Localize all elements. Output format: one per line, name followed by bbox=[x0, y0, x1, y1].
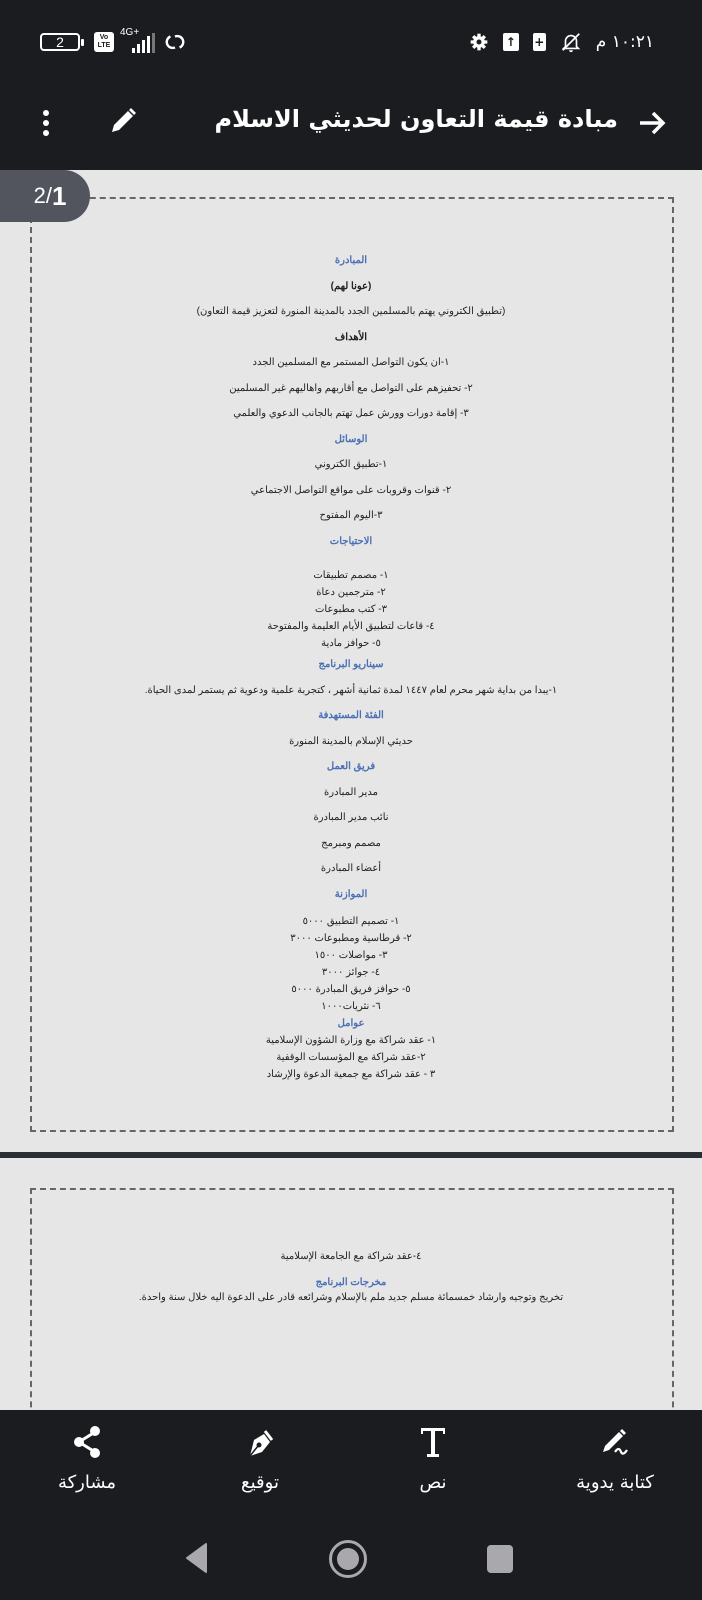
budget-item: ١- تصميم التطبيق ٥٠٠٠ bbox=[302, 916, 400, 927]
home-circle-icon[interactable] bbox=[329, 1540, 367, 1578]
page-1-content bbox=[60, 248, 642, 1083]
handwriting-pen-icon bbox=[595, 1422, 635, 1462]
team-item: مدير المبادرة bbox=[324, 786, 378, 798]
signal-icon bbox=[120, 27, 158, 53]
initiative-description: (تطبيق الكتروني يهتم بالمسلمين الجدد بالمدينة المنورة لتعزيز قيمة التعاون) bbox=[196, 306, 506, 317]
text-button[interactable] bbox=[368, 1422, 498, 1507]
document-viewer[interactable] bbox=[0, 170, 702, 1410]
app-bar bbox=[0, 85, 702, 170]
upload-icon: ↑ bbox=[503, 33, 519, 51]
document-page-2 bbox=[0, 1158, 702, 1410]
page-2-content bbox=[60, 1244, 642, 1305]
factor-item: ٣ - عقد شراكة مع جمعية الدعوة والإرشاد bbox=[266, 1069, 436, 1080]
goals-heading: الأهداف bbox=[334, 331, 368, 343]
bell-off-icon bbox=[560, 30, 582, 54]
team-heading: فريق العمل bbox=[326, 761, 376, 772]
share-icon bbox=[67, 1422, 107, 1462]
goal-item: ١-ان يكون التواصل المستمر مع المسلمين الجدد bbox=[252, 357, 450, 368]
sign-label: توقيع bbox=[241, 1472, 279, 1493]
team-item: نائب مدير المبادرة bbox=[313, 812, 389, 823]
needs-item: ١- مصمم تطبيقات bbox=[313, 570, 389, 581]
document-title: مبادة قيمة التعاون لحديثي الاسلام bbox=[214, 105, 618, 133]
handwriting-button[interactable] bbox=[550, 1422, 680, 1507]
clock: ١٠:٢١ م bbox=[595, 32, 654, 52]
target-heading: الفئة المستهدفة bbox=[318, 710, 384, 721]
battery-saver-icon: + bbox=[534, 35, 545, 49]
factor-item: ١- عقد شراكة مع وزارة الشؤون الإسلامية bbox=[265, 1035, 437, 1046]
share-button[interactable] bbox=[22, 1422, 152, 1507]
hotspot-icon bbox=[164, 31, 186, 53]
status-right-group bbox=[469, 29, 654, 55]
arrow-right-icon[interactable] bbox=[632, 103, 672, 143]
page-indicator bbox=[0, 170, 90, 222]
bottom-toolbar bbox=[0, 1410, 702, 1515]
scenario-heading: سيناريو البرنامج bbox=[318, 659, 384, 670]
budget-item: ٦- نثريات١٠٠٠ bbox=[321, 1001, 381, 1012]
needs-heading: الاحتياجات bbox=[329, 535, 373, 547]
status-left-group bbox=[40, 29, 186, 55]
needs-item: ٣- كتب مطبوعات bbox=[314, 604, 388, 615]
outputs-heading: مخرجات البرنامج bbox=[315, 1276, 387, 1288]
network-type: 4G+ bbox=[120, 27, 140, 38]
pencil-icon[interactable] bbox=[104, 104, 140, 140]
budget-item: ٢- قرطاسية ومطبوعات ٣٠٠٠ bbox=[290, 933, 412, 944]
means-item: ٣-اليوم المفتوح bbox=[319, 510, 383, 521]
initiative-name: (عونا لهم) bbox=[330, 280, 372, 292]
means-heading: الوسائل bbox=[334, 433, 368, 445]
fountain-pen-icon bbox=[240, 1422, 280, 1462]
document-page-1 bbox=[0, 170, 702, 1152]
more-vert-icon[interactable] bbox=[36, 103, 56, 143]
budget-item: ٤- جوائز ٣٠٠٠ bbox=[321, 967, 381, 978]
goal-item: ٢- تحفيزهم على التواصل مع أقاربهم واهاليهم غير المسلمين bbox=[229, 382, 473, 394]
recents-square-icon[interactable] bbox=[487, 1545, 513, 1573]
means-item: ١-تطبيق الكتروني bbox=[314, 459, 388, 470]
text-t-icon bbox=[413, 1422, 453, 1462]
battery-icon bbox=[40, 33, 80, 51]
handwriting-label: كتابة يدوية bbox=[576, 1472, 654, 1493]
budget-item: ٥- حوافز فريق المبادرة ٥٠٠٠ bbox=[291, 984, 411, 995]
volte-icon: Vo LTE bbox=[94, 32, 114, 52]
needs-item: ٤- قاعات لتطبيق الأيام العليمة والمفتوحة bbox=[267, 621, 435, 632]
needs-item: ٥- حوافز مادية bbox=[321, 638, 381, 649]
settings-icon bbox=[469, 32, 489, 52]
back-triangle-icon[interactable] bbox=[184, 1542, 208, 1574]
system-nav-bar bbox=[0, 1515, 702, 1600]
budget-item: ٣- مواصلات ١٥٠٠ bbox=[314, 950, 388, 961]
outputs-text: تخريج وتوجيه وارشاد خمسمائة مسلم جديد ملم بالإسلام وشرائعه قادر على الدعوة اليه خلال سنة واحدة. bbox=[138, 1291, 564, 1303]
initiative-heading: المبادرة bbox=[334, 255, 368, 266]
factor-item: ٤-عقد شراكة مع الجامعة الإسلامية bbox=[280, 1251, 422, 1262]
budget-heading: الموازنة bbox=[334, 888, 368, 900]
means-item: ٢- قنوات وقروبات على مواقع التواصل الاجتماعي bbox=[250, 484, 452, 496]
battery-level: 2 bbox=[56, 34, 64, 50]
factor-item: ٢-عقد شراكة مع المؤسسات الوقفية bbox=[276, 1052, 426, 1063]
sign-button[interactable] bbox=[195, 1422, 325, 1507]
text-label: نص bbox=[419, 1472, 447, 1493]
team-item: مصمم ومبرمج bbox=[321, 837, 381, 849]
share-label: مشاركة bbox=[57, 1472, 117, 1493]
target-text: حديثي الإسلام بالمدينة المنورة bbox=[289, 735, 413, 747]
team-item: أعضاء المبادرة bbox=[320, 863, 382, 874]
scenario-text: ١-يبدا من بداية شهر محرم لعام ١٤٤٧ لمدة ثمانية أشهر ، كتجربة علمية ودعوية ثم يستمر لمدى الحياة. bbox=[144, 684, 558, 696]
goal-item: ٣- إقامة دورات وورش عمل تهتم بالجانب الدعوي والعلمي bbox=[233, 408, 469, 419]
page-total: 2/ bbox=[33, 183, 52, 208]
page-current: 1 bbox=[51, 180, 67, 211]
needs-item: ٢- مترجمين دعاة bbox=[316, 587, 386, 598]
factors-heading: عوامل bbox=[337, 1018, 365, 1029]
status-bar bbox=[0, 0, 702, 85]
